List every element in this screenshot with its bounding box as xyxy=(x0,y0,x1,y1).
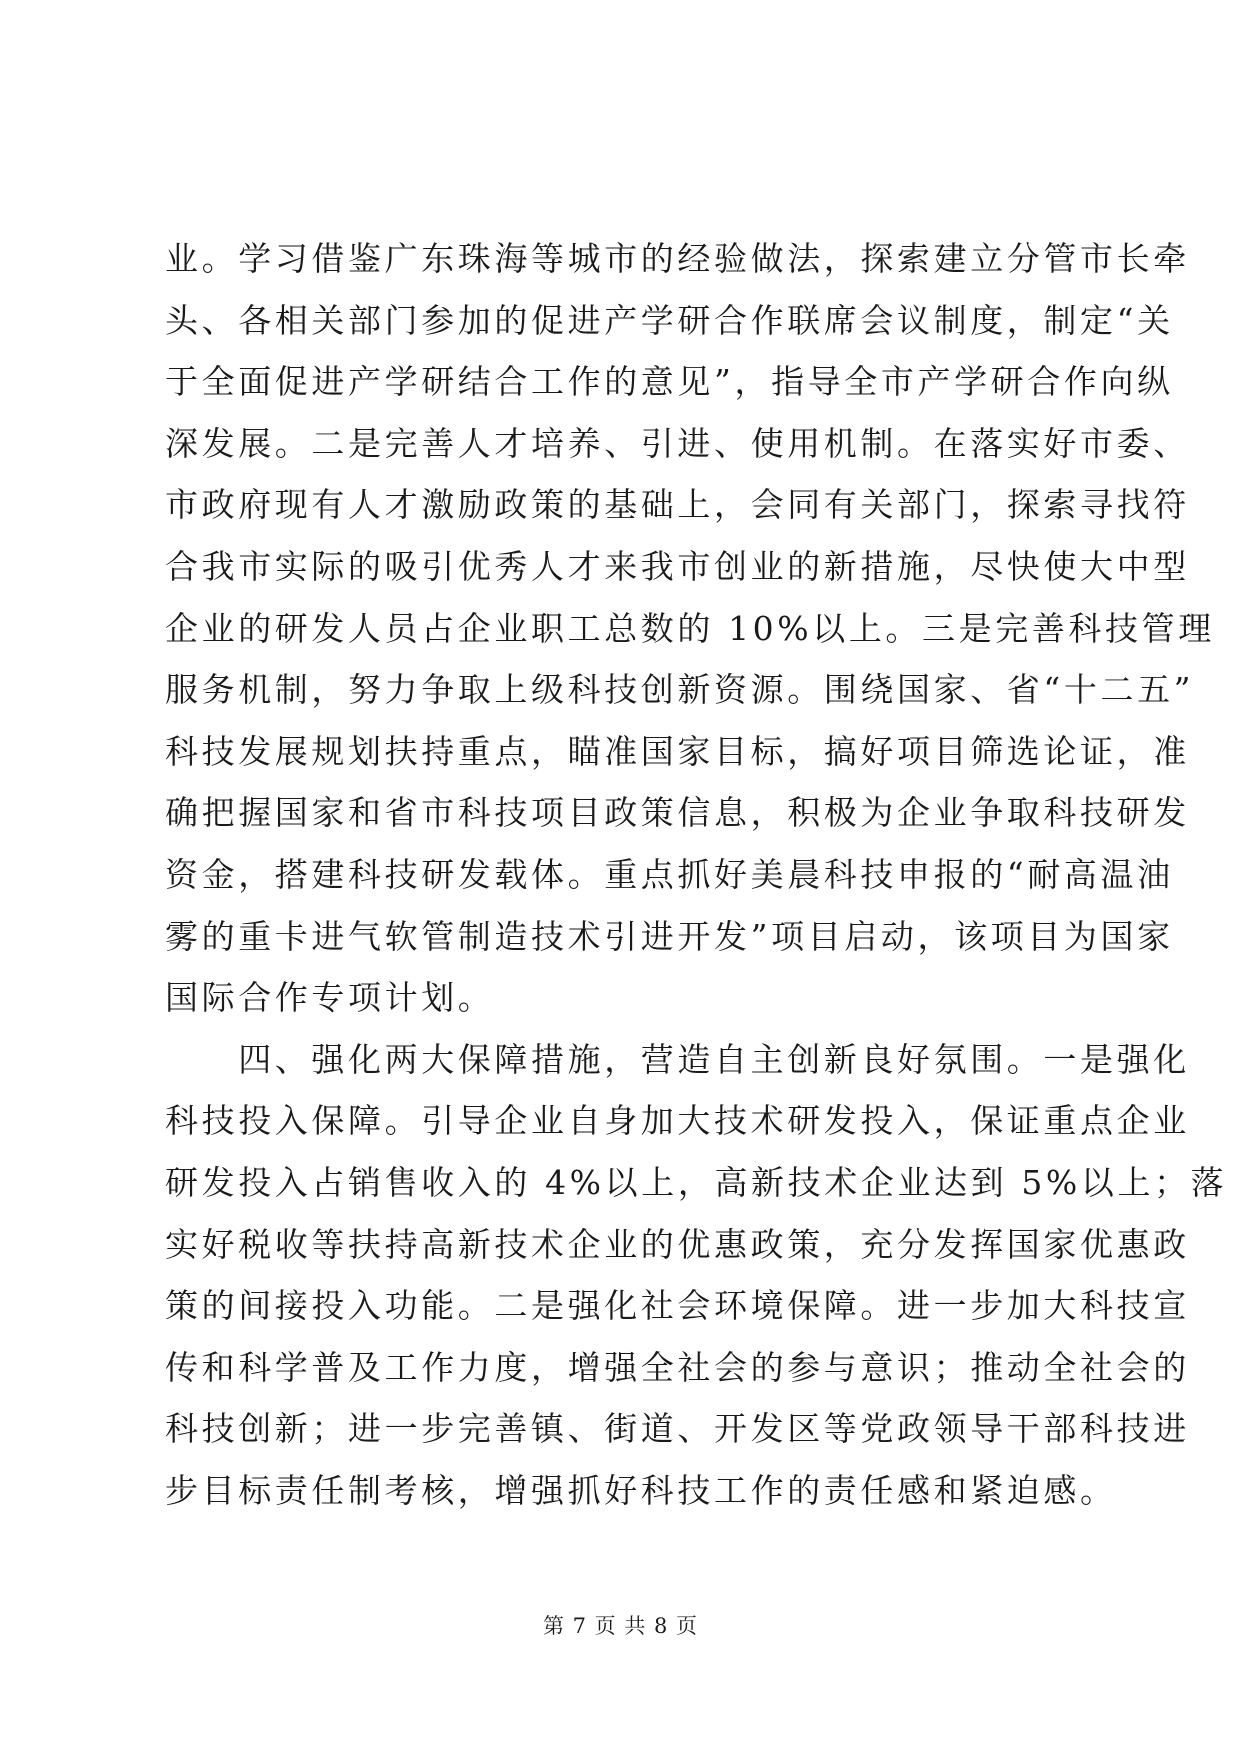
text-line: 市政府现有人才激励政策的基础上，会同有关部门，探索寻找符 xyxy=(165,485,1190,525)
text-line: 策的间接投入功能。二是强化社会环境保障。进一步加大科技宣 xyxy=(165,1286,1190,1326)
text-line: 合我市实际的吸引优秀人才来我市创业的新措施，尽快使大中型 xyxy=(165,546,1190,586)
text-line: 企业的研发人员占企业职工总数的 10%以上。三是完善科技管理 xyxy=(165,608,1215,648)
text-line: 传和科学普及工作力度，增强全社会的参与意识；推动全社会的 xyxy=(165,1347,1190,1387)
text-line: 科技创新；进一步完善镇、街道、开发区等党政领导干部科技进 xyxy=(165,1409,1190,1449)
page-number: 第 7 页 共 8 页 xyxy=(542,1614,699,1638)
text-line: 科技发展规划扶持重点，瞄准国家目标，搞好项目筛选论证，准 xyxy=(165,731,1190,771)
text-line: 头、各相关部门参加的促进产学研合作联席会议制度，制定“关 xyxy=(165,300,1174,340)
text-line: 服务机制，努力争取上级科技创新资源。围绕国家、省“十二五” xyxy=(165,670,1195,710)
text-line: 科技投入保障。引导企业自身加大技术研发投入，保证重点企业 xyxy=(165,1101,1190,1141)
text-line: 于全面促进产学研结合工作的意见”，指导全市产学研合作向纵 xyxy=(165,362,1174,402)
body-text xyxy=(165,228,1228,1521)
text-line: 国际合作专项计划。 xyxy=(165,978,495,1018)
text-line: 研发投入占销售收入的 4%以上，高新技术企业达到 5%以上；落 xyxy=(165,1162,1228,1202)
text-line: 资金，搭建科技研发载体。重点抓好美晨科技申报的“耐高温油 xyxy=(165,854,1174,894)
text-line: 实好税收等扶持高新技术企业的优惠政策，充分发挥国家优惠政 xyxy=(165,1224,1190,1264)
text-line: 四、强化两大保障措施，营造自主创新良好氛围。一是强化 xyxy=(165,1039,1190,1079)
text-line: 步目标责任制考核，增强抓好科技工作的责任感和紧迫感。 xyxy=(165,1470,1117,1510)
text-line: 确把握国家和省市科技项目政策信息，积极为企业争取科技研发 xyxy=(165,793,1190,833)
text-line: 雾的重卡进气软管制造技术引进开发”项目启动，该项目为国家 xyxy=(165,916,1174,956)
text-line: 业。学习借鉴广东珠海等城市的经验做法，探索建立分管市长牵 xyxy=(165,239,1190,278)
text-line: 深发展。二是完善人才培养、引进、使用机制。在落实好市委、 xyxy=(165,423,1190,463)
